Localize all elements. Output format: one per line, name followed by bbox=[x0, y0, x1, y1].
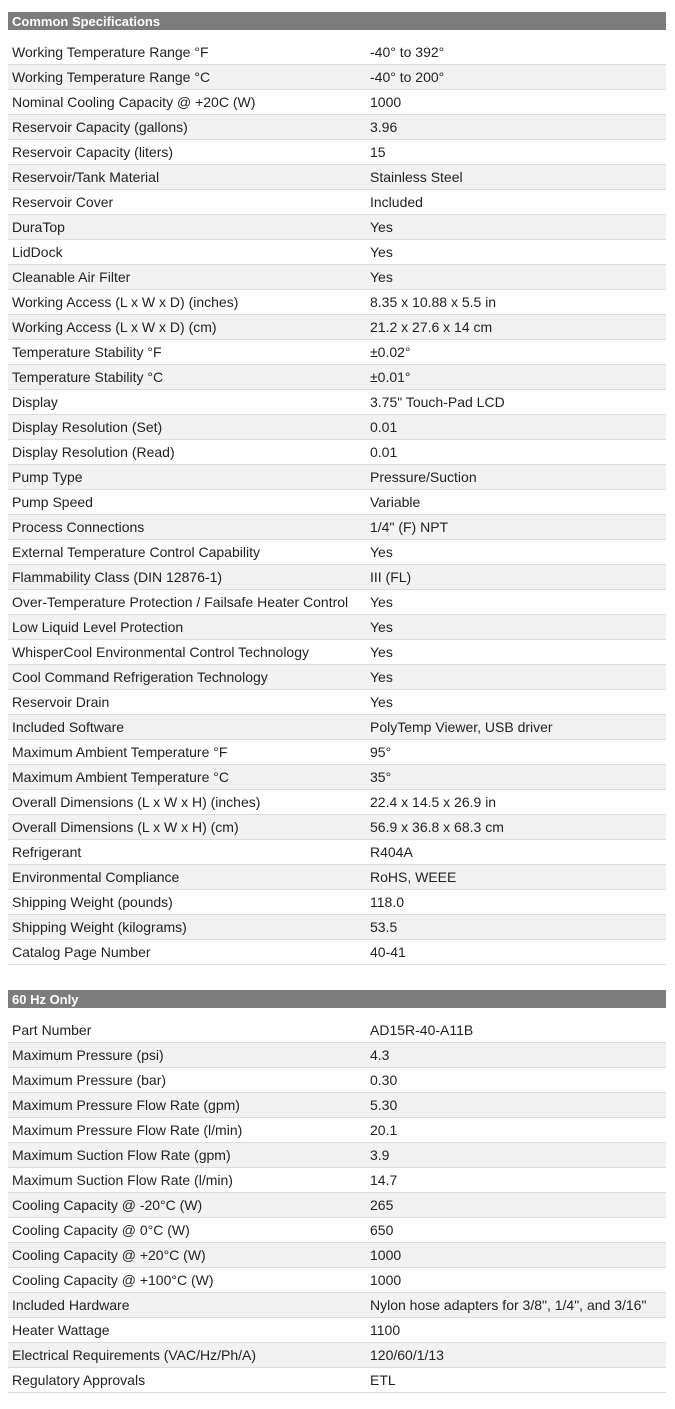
spec-value: 3.96 bbox=[366, 115, 666, 140]
spec-label: Reservoir/Tank Material bbox=[8, 165, 366, 190]
spec-value: Stainless Steel bbox=[366, 165, 666, 190]
spec-value: 118.0 bbox=[366, 890, 666, 915]
spec-row bbox=[8, 1268, 666, 1293]
spec-value: PolyTemp Viewer, USB driver bbox=[366, 715, 666, 740]
spec-label: External Temperature Control Capability bbox=[8, 540, 366, 565]
spec-value: -40° to 392° bbox=[366, 35, 666, 65]
spec-row bbox=[8, 365, 666, 390]
spec-label: Part Number bbox=[8, 1013, 366, 1043]
spec-value: 0.30 bbox=[366, 1068, 666, 1093]
spec-row bbox=[8, 790, 666, 815]
spec-row bbox=[8, 65, 666, 90]
spec-value: 1000 bbox=[366, 1268, 666, 1293]
spec-value: ±0.01° bbox=[366, 365, 666, 390]
spec-label: Temperature Stability °F bbox=[8, 340, 366, 365]
spec-label: Maximum Suction Flow Rate (l/min) bbox=[8, 1168, 366, 1193]
spec-label: Pump Speed bbox=[8, 490, 366, 515]
spec-label: Overall Dimensions (L x W x H) (cm) bbox=[8, 815, 366, 840]
spec-row bbox=[8, 640, 666, 665]
spec-row bbox=[8, 240, 666, 265]
spec-row bbox=[8, 165, 666, 190]
spec-row bbox=[8, 540, 666, 565]
spec-row bbox=[8, 1118, 666, 1143]
spec-value: 53.5 bbox=[366, 915, 666, 940]
spec-value: 56.9 x 36.8 x 68.3 cm bbox=[366, 815, 666, 840]
spec-row bbox=[8, 1068, 666, 1093]
spec-value: 3.75" Touch-Pad LCD bbox=[366, 390, 666, 415]
section-header-60hz: 60 Hz Only bbox=[8, 990, 666, 1008]
spec-value: 21.2 x 27.6 x 14 cm bbox=[366, 315, 666, 340]
spec-row bbox=[8, 1243, 666, 1268]
spec-row bbox=[8, 290, 666, 315]
spec-label: Reservoir Capacity (gallons) bbox=[8, 115, 366, 140]
spec-row bbox=[8, 1193, 666, 1218]
spec-value: Included bbox=[366, 190, 666, 215]
spec-value: 0.01 bbox=[366, 415, 666, 440]
spec-row bbox=[8, 90, 666, 115]
spec-row bbox=[8, 665, 666, 690]
spec-label: Display Resolution (Read) bbox=[8, 440, 366, 465]
spec-row bbox=[8, 1343, 666, 1368]
spec-row bbox=[8, 315, 666, 340]
spec-value: 20.1 bbox=[366, 1118, 666, 1143]
spec-label: WhisperCool Environmental Control Technology bbox=[8, 640, 366, 665]
spec-row bbox=[8, 515, 666, 540]
spec-row bbox=[8, 890, 666, 915]
spec-value: 5.30 bbox=[366, 1093, 666, 1118]
spec-value: 0.01 bbox=[366, 440, 666, 465]
spec-row bbox=[8, 490, 666, 515]
spec-value: Yes bbox=[366, 540, 666, 565]
spec-value: -40° to 200° bbox=[366, 65, 666, 90]
spec-value: Pressure/Suction bbox=[366, 465, 666, 490]
common-specifications-section bbox=[8, 12, 666, 965]
spec-value: Yes bbox=[366, 665, 666, 690]
spec-label: Cooling Capacity @ 0°C (W) bbox=[8, 1218, 366, 1243]
spec-label: Reservoir Drain bbox=[8, 690, 366, 715]
spec-value: Yes bbox=[366, 690, 666, 715]
spec-row bbox=[8, 1168, 666, 1193]
spec-label: DuraTop bbox=[8, 215, 366, 240]
spec-row bbox=[8, 440, 666, 465]
spec-label: Cooling Capacity @ +20°C (W) bbox=[8, 1243, 366, 1268]
spec-value: R404A bbox=[366, 840, 666, 865]
spec-label: Reservoir Cover bbox=[8, 190, 366, 215]
spec-label: Reservoir Capacity (liters) bbox=[8, 140, 366, 165]
spec-row bbox=[8, 190, 666, 215]
spec-value: Yes bbox=[366, 215, 666, 240]
spec-value: ETL bbox=[366, 1368, 666, 1393]
spec-label: Cooling Capacity @ -20°C (W) bbox=[8, 1193, 366, 1218]
spec-value: 1000 bbox=[366, 90, 666, 115]
spec-value: RoHS, WEEE bbox=[366, 865, 666, 890]
spec-label: Cooling Capacity @ +100°C (W) bbox=[8, 1268, 366, 1293]
spec-label: Included Hardware bbox=[8, 1293, 366, 1318]
spec-value: 1/4" (F) NPT bbox=[366, 515, 666, 540]
spec-label: Maximum Ambient Temperature °F bbox=[8, 740, 366, 765]
spec-label: Environmental Compliance bbox=[8, 865, 366, 890]
spec-row bbox=[8, 415, 666, 440]
spec-label: Display Resolution (Set) bbox=[8, 415, 366, 440]
60hz-specifications-table bbox=[8, 1008, 666, 1393]
spec-value: III (FL) bbox=[366, 565, 666, 590]
spec-label: Working Access (L x W x D) (inches) bbox=[8, 290, 366, 315]
spec-label: LidDock bbox=[8, 240, 366, 265]
spec-label: Maximum Pressure (bar) bbox=[8, 1068, 366, 1093]
spec-label: Overall Dimensions (L x W x H) (inches) bbox=[8, 790, 366, 815]
spec-label: Working Temperature Range °C bbox=[8, 65, 366, 90]
spec-label: Flammability Class (DIN 12876-1) bbox=[8, 565, 366, 590]
spec-label: Over-Temperature Protection / Failsafe Heater Control bbox=[8, 590, 366, 615]
spec-label: Electrical Requirements (VAC/Hz/Ph/A) bbox=[8, 1343, 366, 1368]
spec-row bbox=[8, 35, 666, 65]
spec-row bbox=[8, 840, 666, 865]
spec-row bbox=[8, 590, 666, 615]
spec-row bbox=[8, 765, 666, 790]
spec-value: Yes bbox=[366, 640, 666, 665]
spec-row bbox=[8, 1318, 666, 1343]
spec-value: Yes bbox=[366, 615, 666, 640]
spec-value: 14.7 bbox=[366, 1168, 666, 1193]
spec-value: 95° bbox=[366, 740, 666, 765]
spec-value: AD15R-40-A11B bbox=[366, 1013, 666, 1043]
spec-row bbox=[8, 915, 666, 940]
spec-value: 4.3 bbox=[366, 1043, 666, 1068]
spec-row bbox=[8, 340, 666, 365]
spec-row bbox=[8, 390, 666, 415]
spec-label: Maximum Pressure Flow Rate (l/min) bbox=[8, 1118, 366, 1143]
spec-label: Heater Wattage bbox=[8, 1318, 366, 1343]
spec-label: Maximum Suction Flow Rate (gpm) bbox=[8, 1143, 366, 1168]
spec-row bbox=[8, 215, 666, 240]
spec-row bbox=[8, 1143, 666, 1168]
spec-label: Included Software bbox=[8, 715, 366, 740]
section-header-common: Common Specifications bbox=[8, 12, 666, 30]
spec-row bbox=[8, 1218, 666, 1243]
spec-row bbox=[8, 690, 666, 715]
spec-value: 1000 bbox=[366, 1243, 666, 1268]
spec-row bbox=[8, 740, 666, 765]
spec-value: ±0.02° bbox=[366, 340, 666, 365]
spec-label: Working Access (L x W x D) (cm) bbox=[8, 315, 366, 340]
spec-row bbox=[8, 115, 666, 140]
spec-value: 265 bbox=[366, 1193, 666, 1218]
spec-label: Low Liquid Level Protection bbox=[8, 615, 366, 640]
spec-row bbox=[8, 715, 666, 740]
spec-label: Regulatory Approvals bbox=[8, 1368, 366, 1393]
spec-label: Nominal Cooling Capacity @ +20C (W) bbox=[8, 90, 366, 115]
spec-value: 1100 bbox=[366, 1318, 666, 1343]
spec-row bbox=[8, 1293, 666, 1318]
spec-value: 22.4 x 14.5 x 26.9 in bbox=[366, 790, 666, 815]
spec-label: Temperature Stability °C bbox=[8, 365, 366, 390]
spec-value: 3.9 bbox=[366, 1143, 666, 1168]
spec-label: Shipping Weight (pounds) bbox=[8, 890, 366, 915]
spec-value: 8.35 x 10.88 x 5.5 in bbox=[366, 290, 666, 315]
common-specifications-table bbox=[8, 30, 666, 965]
spec-row bbox=[8, 265, 666, 290]
spec-row bbox=[8, 465, 666, 490]
spec-value: 40-41 bbox=[366, 940, 666, 965]
spec-label: Display bbox=[8, 390, 366, 415]
spec-row bbox=[8, 565, 666, 590]
spec-row bbox=[8, 940, 666, 965]
spec-label: Pump Type bbox=[8, 465, 366, 490]
spec-value: Yes bbox=[366, 590, 666, 615]
spec-row bbox=[8, 815, 666, 840]
spec-value: 650 bbox=[366, 1218, 666, 1243]
spec-label: Catalog Page Number bbox=[8, 940, 366, 965]
spec-row bbox=[8, 140, 666, 165]
spec-row bbox=[8, 1043, 666, 1068]
spec-value: Variable bbox=[366, 490, 666, 515]
spec-label: Shipping Weight (kilograms) bbox=[8, 915, 366, 940]
spec-label: Cool Command Refrigeration Technology bbox=[8, 665, 366, 690]
spec-value: 35° bbox=[366, 765, 666, 790]
spec-row bbox=[8, 1368, 666, 1393]
spec-label: Maximum Pressure (psi) bbox=[8, 1043, 366, 1068]
spec-row bbox=[8, 615, 666, 640]
spec-value: 120/60/1/13 bbox=[366, 1343, 666, 1368]
spec-value: Yes bbox=[366, 240, 666, 265]
spec-row bbox=[8, 1093, 666, 1118]
spec-value: Yes bbox=[366, 265, 666, 290]
spec-row bbox=[8, 1013, 666, 1043]
spec-label: Working Temperature Range °F bbox=[8, 35, 366, 65]
spec-value: 15 bbox=[366, 140, 666, 165]
spec-label: Maximum Pressure Flow Rate (gpm) bbox=[8, 1093, 366, 1118]
spec-label: Cleanable Air Filter bbox=[8, 265, 366, 290]
spec-row bbox=[8, 865, 666, 890]
spec-label: Maximum Ambient Temperature °C bbox=[8, 765, 366, 790]
spec-value: Nylon hose adapters for 3/8", 1/4", and 3/16" bbox=[366, 1293, 666, 1318]
spec-label: Process Connections bbox=[8, 515, 366, 540]
60hz-only-section bbox=[8, 990, 666, 1393]
spec-label: Refrigerant bbox=[8, 840, 366, 865]
